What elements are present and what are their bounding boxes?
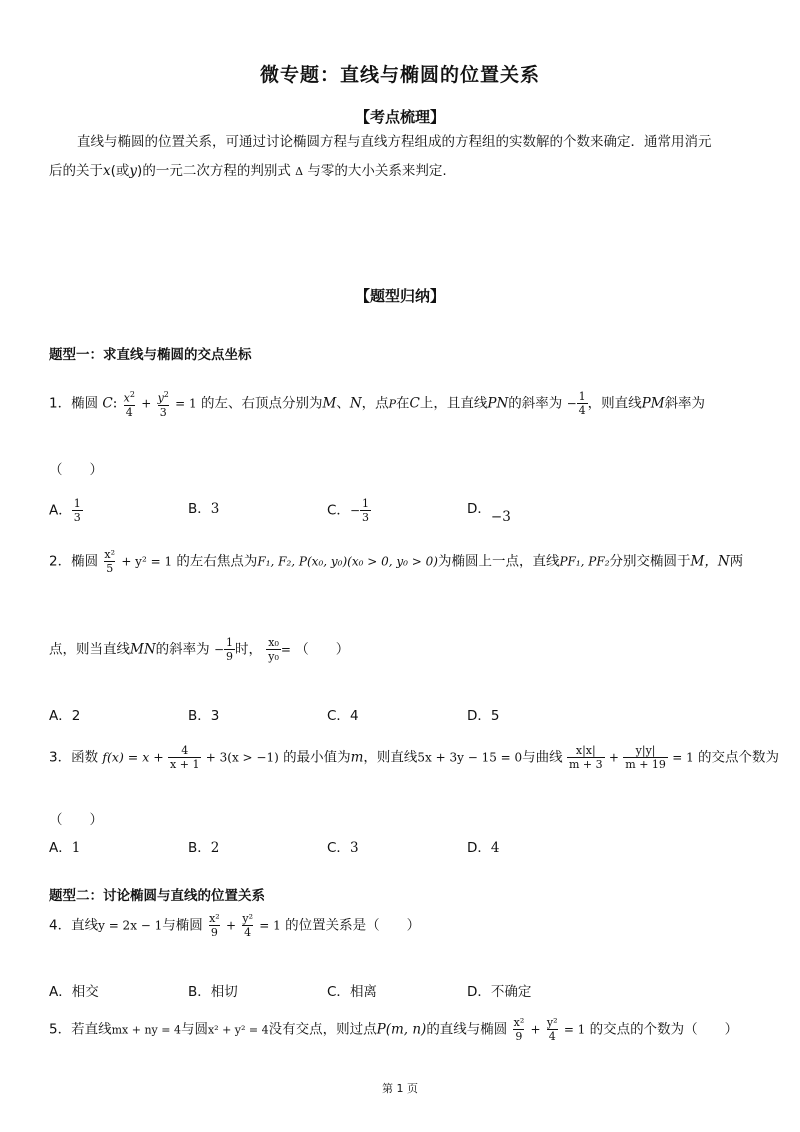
q2-option-b-value: 3 <box>210 708 220 724</box>
q3-c1-den: m + 3 <box>568 758 603 771</box>
q1-x: x <box>123 391 130 405</box>
q3-option-c-value: 3 <box>349 840 359 856</box>
review-line-2 <box>49 157 447 186</box>
q3-option-a-label: A． <box>49 840 72 856</box>
q4-option-a[interactable] <box>49 980 99 1000</box>
q1-option-c-num: 1 <box>362 497 369 510</box>
q3-option-d-value: 4 <box>490 840 500 856</box>
q1-slope-den: 4 <box>578 403 586 417</box>
q1-frac-y <box>156 388 171 419</box>
q1-answer-paren: （ ） <box>49 462 103 478</box>
q2-text: 的左右焦点为 <box>176 553 258 570</box>
q2-option-d-value: 5 <box>490 708 500 724</box>
q4-frac-x <box>207 912 222 939</box>
q4-number: 4．直线 <box>49 917 99 934</box>
q4-option-b-label: B． <box>188 984 211 1000</box>
q1-den3: 3 <box>159 405 167 419</box>
q5-text: 的直线与椭圆 <box>426 1021 508 1038</box>
q1-text: 在 <box>396 395 410 412</box>
q2-option-a-label: A． <box>49 708 72 724</box>
section-heading-review: 【考点梳理】 <box>354 108 445 126</box>
q3-option-d-label: D． <box>467 840 491 856</box>
q3-answer-paren: （ ） <box>49 812 103 828</box>
q4-y-den: 4 <box>244 926 252 939</box>
q2-ratio-den: y₀ <box>268 650 279 663</box>
q1-text: ，则直线 <box>587 395 642 412</box>
q4-option-c-value: 相离 <box>349 984 377 1000</box>
q5-frac-y <box>545 1016 560 1043</box>
q4-x-num: x² <box>209 912 220 925</box>
q5-x-den: 9 <box>515 1030 523 1043</box>
q3-line: 5x + 3y − 15 = 0 <box>417 750 523 765</box>
q1-text: ，点 <box>361 395 389 412</box>
q2-slope-frac <box>224 636 235 663</box>
q1-sup: 2 <box>129 390 135 399</box>
q1-option-b-label: B． <box>188 501 211 517</box>
q1-sep: 、 <box>336 395 350 412</box>
q1-option-c-sign: − <box>349 503 360 518</box>
q5-line: mx + ny = 4 <box>111 1023 181 1037</box>
review-line-1: 直线与椭圆的位置关系，可通过讨论椭圆方程与直线方程组成的方程组的实数解的个数来确定．通常用消元 <box>77 134 712 150</box>
q1-text: 斜率为 <box>664 395 706 412</box>
q4-option-b-value: 相切 <box>210 984 238 1000</box>
q2-text: 时， <box>235 641 262 658</box>
question-2 <box>49 548 743 575</box>
q5-text: 没有交点，则过点 <box>268 1021 377 1038</box>
q1-PM: PM <box>641 395 665 412</box>
q2-option-c-value: 4 <box>349 708 359 724</box>
q1-plus: + <box>141 396 152 411</box>
q5-point: P(m, n) <box>376 1021 427 1038</box>
q2-option-b[interactable] <box>188 704 219 724</box>
q1-option-b-value: 3 <box>210 501 220 517</box>
q4-option-b[interactable] <box>188 980 238 1000</box>
q1-option-a-label: A． <box>49 502 72 519</box>
math-var-x: x <box>103 163 111 179</box>
q2-text: 为椭圆上一点，直线 <box>437 553 560 570</box>
question-1 <box>49 388 705 419</box>
q5-y-den: 4 <box>548 1030 556 1043</box>
q1-frac-x <box>122 388 137 419</box>
q3-c2-num: y|y| <box>635 744 656 757</box>
q2-frac-den: 5 <box>106 562 114 575</box>
q2-text: 分别交椭圆于 <box>609 553 691 570</box>
q1-option-a-den: 3 <box>73 511 81 524</box>
q5-plus: + <box>530 1022 541 1037</box>
q4-option-c-label: C． <box>327 984 350 1000</box>
q2-option-d[interactable] <box>467 704 500 724</box>
q2-text: 两 <box>729 553 744 570</box>
q3-option-c[interactable] <box>327 836 359 856</box>
question-4 <box>49 912 420 939</box>
q2-slope-den: 9 <box>226 650 233 663</box>
q4-y-num: y² <box>242 912 253 925</box>
q1-P: P <box>388 397 397 411</box>
review-text: (或 <box>110 163 130 179</box>
q1-option-d-label: D． <box>467 501 491 517</box>
q1-PN: PN <box>487 395 509 412</box>
q4-eq: = 1 <box>259 918 281 933</box>
q5-circle: x² + y² = 4 <box>207 1023 269 1037</box>
q1-den4: 4 <box>125 405 133 419</box>
q1-option-c-den: 3 <box>362 511 369 524</box>
q3-frac-num: 4 <box>181 744 189 757</box>
q2-option-b-label: B． <box>188 708 211 724</box>
q1-M: M <box>322 395 337 412</box>
q1-option-c[interactable] <box>327 497 371 524</box>
q3-text: ，则直线 <box>363 749 418 766</box>
q1-slope-frac <box>577 390 588 417</box>
q2-text: 点，则当直线 <box>49 641 130 658</box>
q1-text: 的左、右顶点分别为 <box>200 395 323 412</box>
q4-option-d-value: 不确定 <box>490 984 532 1000</box>
q2-slope-sign: − <box>213 642 224 657</box>
math-var-y: y <box>129 163 138 179</box>
q3-frac <box>168 744 201 771</box>
q1-eq: = 1 <box>175 396 197 411</box>
q1-option-a-frac <box>72 497 83 524</box>
q2-frac <box>102 548 117 575</box>
q3-option-b-label: B． <box>188 840 211 856</box>
q5-text: 与圆 <box>180 1021 208 1038</box>
q3-number: 3．函数 <box>49 749 99 766</box>
type2-title: 题型二：讨论椭圆与直线的位置关系 <box>49 888 265 904</box>
q2-option-a-value: 2 <box>71 708 81 724</box>
q1-slope-num: 1 <box>578 389 586 403</box>
q2-MN: MN <box>130 641 156 658</box>
q1-sup: 2 <box>163 390 169 399</box>
q4-option-a-label: A． <box>49 984 72 1000</box>
q4-x-den: 9 <box>210 926 218 939</box>
q2-points: F₁, F₂, P(x₀, y₀)(x₀ > 0, y₀ > 0) <box>257 554 438 569</box>
q3-c1-num: x|x| <box>575 744 596 757</box>
q1-N: N <box>349 395 362 412</box>
q2-answer-paren: （ ） <box>295 641 350 658</box>
q4-option-a-value: 相交 <box>71 984 99 1000</box>
q3-curve-frac-2 <box>623 744 668 771</box>
review-text: )的一元二次方程的判别式 <box>137 163 291 179</box>
q4-option-d-label: D． <box>467 984 491 1000</box>
q5-number: 5．若直线 <box>49 1021 112 1038</box>
q1-text: 上，且直线 <box>419 395 488 412</box>
q3-frac-den: x + 1 <box>170 758 200 771</box>
q1-option-d[interactable] <box>467 497 511 525</box>
q2-option-a[interactable] <box>49 704 80 724</box>
review-text: 后的关于 <box>49 163 103 179</box>
page-title: 微专题：直线与椭圆的位置关系 <box>259 64 540 86</box>
q3-option-b-value: 2 <box>210 840 220 856</box>
q3-function: f(x) = x + <box>102 749 164 765</box>
q4-frac-y <box>240 912 255 939</box>
q2-eq: + y² = 1 <box>121 554 173 569</box>
delta-symbol: Δ <box>295 165 304 178</box>
q4-plus: + <box>226 918 237 933</box>
q1-option-b[interactable] <box>188 497 219 517</box>
q4-option-c[interactable] <box>327 980 377 1000</box>
q4-line: y = 2x − 1 <box>98 918 163 933</box>
q1-option-c-frac <box>360 497 371 524</box>
q2-frac-num: x² <box>104 548 116 561</box>
q1-option-c-label: C． <box>327 502 350 519</box>
q3-option-a[interactable] <box>49 836 80 856</box>
type1-title: 题型一：求直线与椭圆的交点坐标 <box>49 347 252 363</box>
q1-option-d-value: −3 <box>490 509 511 525</box>
q1-y: y <box>157 391 164 405</box>
q2-slope-num: 1 <box>226 636 233 649</box>
q2-ratio-eq: = <box>280 642 291 657</box>
q1-colon: : <box>112 395 118 412</box>
q3-option-c-label: C． <box>327 840 350 856</box>
section-heading-types: 【题型归纳】 <box>354 287 445 305</box>
q4-text: 的位置关系是（ ） <box>285 917 421 934</box>
q2-option-c[interactable] <box>327 704 359 724</box>
q5-eq: = 1 <box>563 1022 586 1037</box>
q3-text: 与曲线 <box>522 749 563 766</box>
q3-text: 的最小值为 <box>283 749 351 766</box>
q2-lines: PF₁, PF₂ <box>559 554 610 569</box>
q3-option-d[interactable] <box>467 836 500 856</box>
q5-y-num: y² <box>546 1016 558 1029</box>
q3-rest: + 3(x > −1) <box>205 750 279 765</box>
q1-number: 1．椭圆 <box>49 395 99 412</box>
question-2-line-2 <box>49 636 349 663</box>
q3-eq: = 1 <box>672 750 694 765</box>
q2-text: 的斜率为 <box>155 641 210 658</box>
q1-ellipse-label: C <box>102 395 113 412</box>
q3-curve-frac-1 <box>567 744 605 771</box>
q3-text: 的交点个数为 <box>698 749 780 766</box>
review-text: 与零的大小关系来判定. <box>307 163 447 179</box>
q3-option-a-value: 1 <box>71 840 81 856</box>
q3-m: m <box>350 749 364 766</box>
q3-c2-den: m + 19 <box>625 758 666 771</box>
question-5 <box>49 1016 738 1043</box>
q3-plus: + <box>608 750 619 765</box>
q1-option-a[interactable] <box>49 497 83 524</box>
q1-text: 的斜率为 <box>508 395 563 412</box>
q5-text: 的交点的个数为（ ） <box>589 1021 739 1038</box>
q2-ratio-frac <box>266 636 281 663</box>
question-3 <box>49 744 779 771</box>
q5-frac-x <box>512 1016 527 1043</box>
q3-option-b[interactable] <box>188 836 219 856</box>
q2-MN: M，N <box>690 553 730 570</box>
q1-C: C <box>409 395 420 412</box>
q1-option-a-num: 1 <box>73 497 81 510</box>
q4-option-d[interactable] <box>467 980 531 1000</box>
q1-minus: − <box>566 396 577 411</box>
q2-option-d-label: D． <box>467 708 491 724</box>
q2-ratio-num: x₀ <box>268 636 279 649</box>
q4-text: 与椭圆 <box>162 917 203 934</box>
page-footer: 第 1 页 <box>382 1082 418 1095</box>
q2-number: 2．椭圆 <box>49 553 99 570</box>
q2-option-c-label: C． <box>327 708 350 724</box>
q5-x-num: x² <box>513 1016 525 1029</box>
